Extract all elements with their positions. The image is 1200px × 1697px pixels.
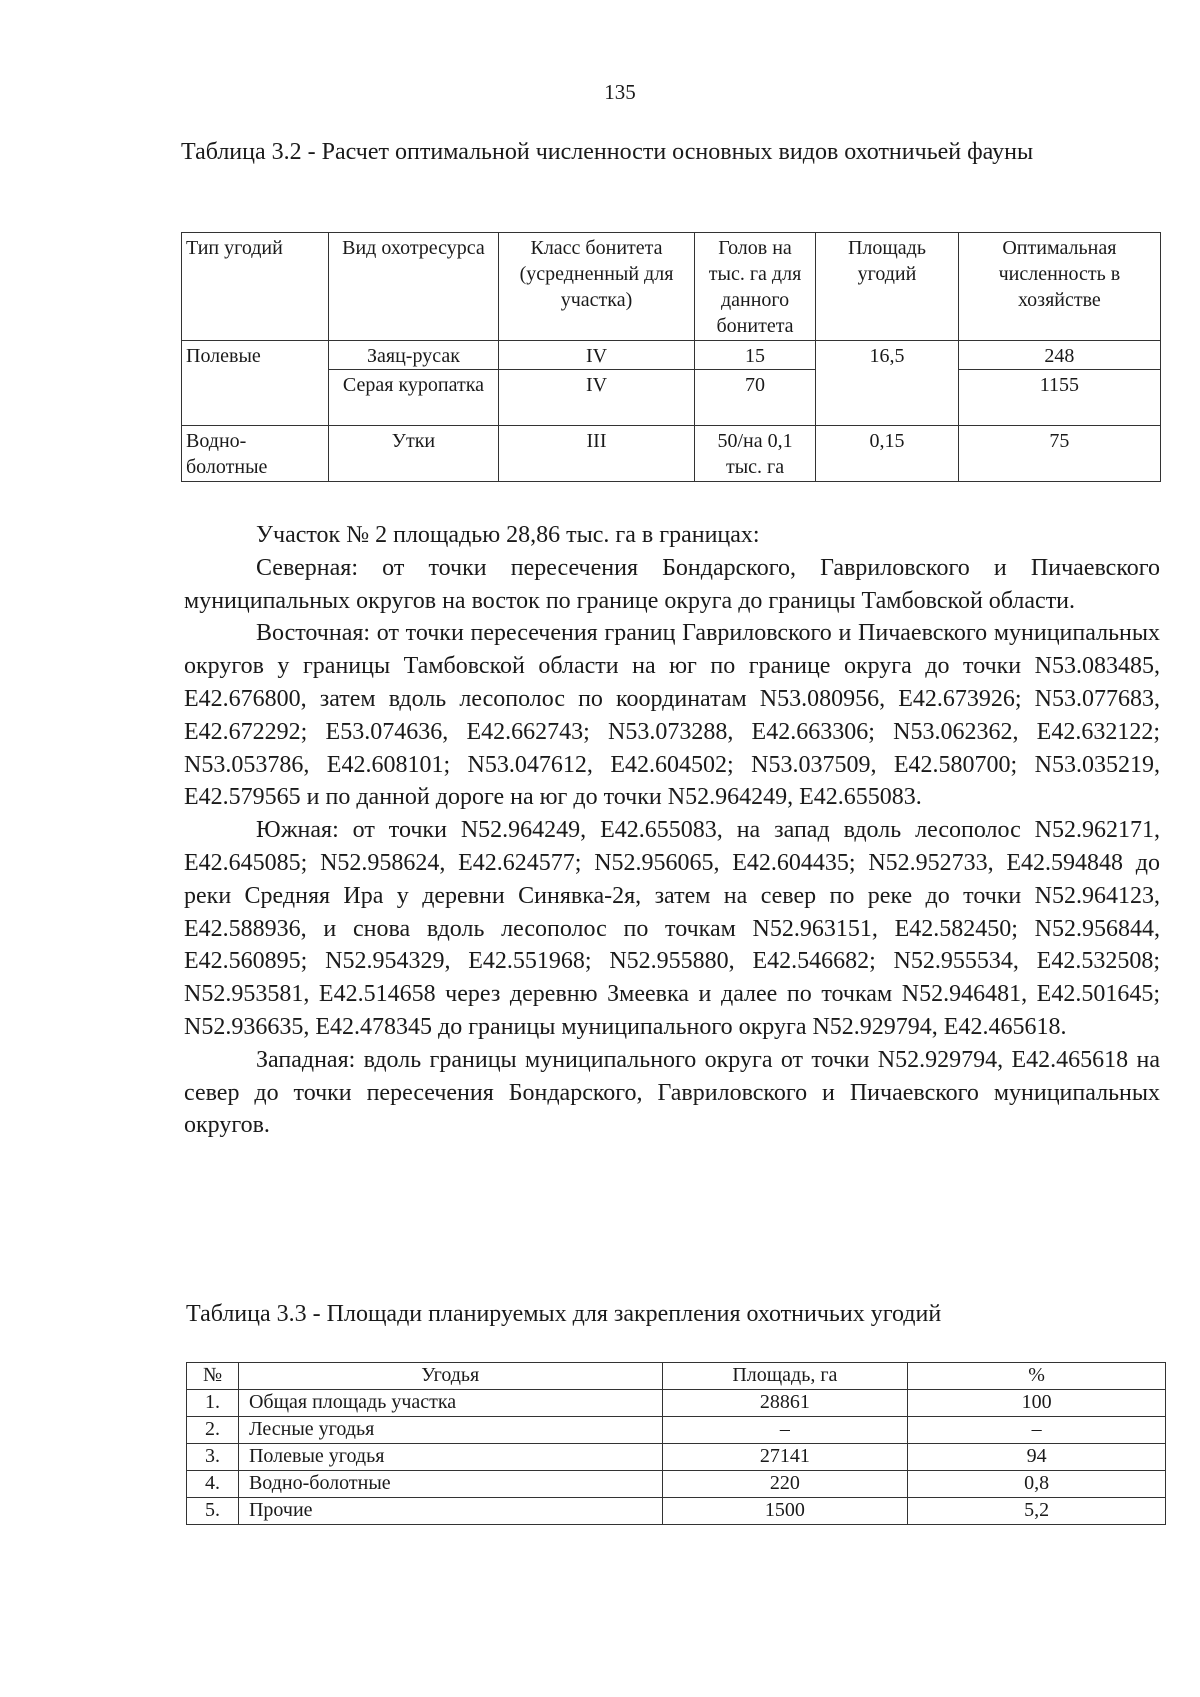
table-3-3-caption: Таблица 3.3 - Площади планируемых для закрепления охотничьих угодий xyxy=(186,1301,942,1327)
row-number-cell: 1. xyxy=(187,1390,239,1417)
table-row xyxy=(182,341,1161,370)
east-border-paragraph: Восточная: от точки пересечения границ Гавриловского и Пичаевского муниципальных округов у границы Тамбовской области на юг по границе округа до точки N53.083485, E42.676800, затем вдоль лесополос по координатам N53.080956, E42.673926; N53.077683, E42.672292; E53.074636, E42.662743; N53.073288, E42.663306; N53.062362, E42.632122; N53.053786, E42.608101; N53.047612, E42.604502; N53.037509, E42.580700; N53.035219, E42.579565 и по данной дороге на юг до точки N52.964249, E42.655083. xyxy=(184,620,1160,811)
optimal-cell: 75 xyxy=(958,426,1160,482)
area-cell: 220 xyxy=(662,1471,908,1498)
class-cell: IV xyxy=(499,341,695,370)
optimal-cell: 1155 xyxy=(958,370,1160,426)
table-row xyxy=(187,1498,1166,1525)
table-row xyxy=(187,1390,1166,1417)
percent-cell: 94 xyxy=(908,1444,1166,1471)
header-cell: Тип угодий xyxy=(182,233,329,341)
table-header-row xyxy=(187,1363,1166,1390)
header-cell: Площадь, га xyxy=(662,1363,908,1390)
table-row xyxy=(182,370,1161,426)
area-cell: 16,5 xyxy=(816,341,959,426)
header-cell: Вид охотресурса xyxy=(328,233,498,341)
page-number: 135 xyxy=(604,80,636,104)
table-header-row xyxy=(182,233,1161,341)
table-3-2-caption: Таблица 3.2 - Расчет оптимальной численности основных видов охотничьей фауны xyxy=(181,139,1034,165)
west-border-paragraph: Западная: вдоль границы муниципального округа от точки N52.929794, E42.465618 на север до точки пересечения Бондарского, Гавриловского и Пичаевского муниципальных округов. xyxy=(184,1046,1160,1139)
heads-cell: 50/на 0,1 тыс. га xyxy=(694,426,815,482)
area-cell: 28861 xyxy=(662,1390,908,1417)
class-cell: IV xyxy=(499,370,695,426)
table-row xyxy=(182,426,1161,482)
species-cell: Заяц-русак xyxy=(328,341,498,370)
percent-cell: 0,8 xyxy=(908,1471,1166,1498)
heads-cell: 70 xyxy=(694,370,815,426)
south-border-paragraph: Южная: от точки N52.964249, E42.655083, на запад вдоль лесополос N52.962171, E42.645085; N52.958624, E42.624577; N52.956065, E42.604435; N52.952733, E42.594848 до реки Средняя Ира у деревни Синявка-2я, затем на север по реке до точки N52.964123, E42.588936, и снова вдоль лесополос по точкам N52.963151, E42.582450; N52.956844, E42.560895; N52.954329, E42.551968; N52.955880, E42.546682; N52.955534, E42.532508; N52.953581, E42.514658 через деревню Змеевка и далее по точкам N52.946481, E42.501645; N52.936635, E42.478345 до границы муниципального округа N52.929794, E42.465618. xyxy=(184,817,1160,1040)
percent-cell: – xyxy=(908,1417,1166,1444)
north-border-paragraph: Северная: от точки пересечения Бондарского, Гавриловского и Пичаевского муниципальных округов на восток по границе округа до границы Тамбовской области. xyxy=(184,554,1160,614)
optimal-cell: 248 xyxy=(958,341,1160,370)
header-cell: Голов на тыс. га для данного бонитета xyxy=(694,233,815,341)
table-row xyxy=(187,1444,1166,1471)
header-cell: Оптимальная численность в хозяйстве xyxy=(958,233,1160,341)
section-text xyxy=(184,519,1160,1142)
header-cell: Площадь угодий xyxy=(816,233,959,341)
header-cell: Угодья xyxy=(238,1363,662,1390)
table-row xyxy=(187,1471,1166,1498)
header-cell: № xyxy=(187,1363,239,1390)
class-cell: III xyxy=(499,426,695,482)
area-cell: 1500 xyxy=(662,1498,908,1525)
table-3-2 xyxy=(181,232,1161,482)
land-name-cell: Полевые угодья xyxy=(238,1444,662,1471)
row-number-cell: 2. xyxy=(187,1417,239,1444)
area-cell: 0,15 xyxy=(816,426,959,482)
percent-cell: 100 xyxy=(908,1390,1166,1417)
heads-cell: 15 xyxy=(694,341,815,370)
land-name-cell: Прочие xyxy=(238,1498,662,1525)
land-name-cell: Лесные угодья xyxy=(238,1417,662,1444)
section-heading: Участок № 2 площадью 28,86 тыс. га в границах: xyxy=(256,522,760,548)
species-cell: Серая куропатка xyxy=(328,370,498,426)
row-number-cell: 4. xyxy=(187,1471,239,1498)
header-cell: Класс бонитета (усредненный для участка) xyxy=(499,233,695,341)
row-number-cell: 5. xyxy=(187,1498,239,1525)
land-type-cell: Водно-болотные xyxy=(182,426,329,482)
area-cell: 27141 xyxy=(662,1444,908,1471)
land-type-cell: Полевые xyxy=(182,341,329,426)
table-row xyxy=(187,1417,1166,1444)
land-name-cell: Водно-болотные xyxy=(238,1471,662,1498)
land-name-cell: Общая площадь участка xyxy=(238,1390,662,1417)
area-cell: – xyxy=(662,1417,908,1444)
percent-cell: 5,2 xyxy=(908,1498,1166,1525)
header-cell: % xyxy=(908,1363,1166,1390)
table-3-3 xyxy=(186,1362,1166,1525)
row-number-cell: 3. xyxy=(187,1444,239,1471)
species-cell: Утки xyxy=(328,426,498,482)
